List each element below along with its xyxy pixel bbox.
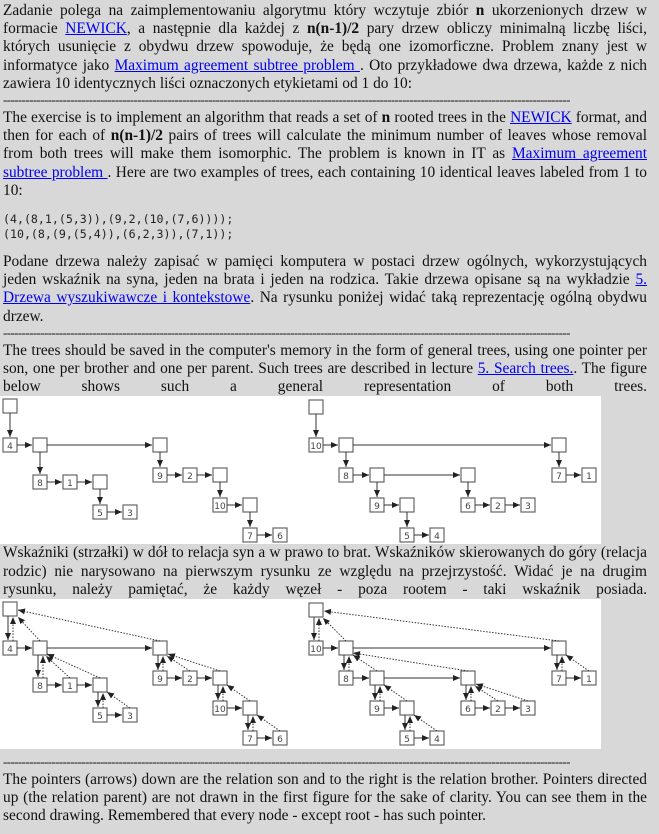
svg-text:6: 6: [465, 705, 471, 716]
svg-text:1: 1: [586, 472, 592, 483]
representation-polish: Podane drzewa należy zapisać w pamięci komputera w postaci drzew ogólnych, wykorzystujących jeden wskaźnik na syna, jeden na brata i jeden na rodzica. Takie drzewa opisane są na wykładzie 5. Drzewa wyszukiwawcze i kontekstowe. Na rysunku poniżej widać taką reprezentację ogólną obydwu drzew.: [3, 253, 648, 325]
lecture-link-pl[interactable]: 5. Drzewa wyszukiwawcze i kontekstowe: [3, 271, 647, 307]
svg-text:8: 8: [37, 682, 43, 693]
svg-text:10: 10: [214, 502, 226, 513]
svg-text:10: 10: [310, 442, 322, 453]
svg-text:9: 9: [157, 472, 163, 483]
svg-text:5: 5: [404, 532, 410, 543]
svg-text:9: 9: [374, 705, 380, 716]
svg-text:1: 1: [67, 682, 73, 693]
svg-text:10: 10: [310, 645, 322, 656]
svg-text:1: 1: [67, 479, 73, 490]
svg-text:4: 4: [7, 645, 13, 656]
svg-text:2: 2: [495, 502, 501, 513]
svg-text:8: 8: [343, 675, 349, 686]
newick-tree-2: (10,(8,(9,(5,4)),(6,2,3)),(7,1));: [3, 227, 234, 242]
svg-text:3: 3: [127, 509, 133, 520]
tree-1-diagram: [0, 396, 300, 544]
svg-text:6: 6: [277, 532, 283, 543]
mas-link[interactable]: Maximum agreement subtree problem: [114, 56, 360, 74]
svg-text:2: 2: [495, 705, 501, 716]
svg-text:3: 3: [525, 705, 531, 716]
lecture-link-en[interactable]: 5. Search trees.: [477, 360, 574, 378]
mas-link[interactable]: Maximum agreement subtree problem: [3, 145, 648, 181]
pairs-formula: n(n-1)/2: [306, 20, 360, 38]
svg-text:2: 2: [187, 472, 193, 483]
svg-text:7: 7: [556, 472, 562, 483]
svg-text:2: 2: [187, 675, 193, 686]
svg-text:1: 1: [586, 675, 592, 686]
n-bold: n: [475, 2, 485, 19]
svg-text:8: 8: [343, 472, 349, 483]
separator: --------------------------------------------------------------------------------------------------------------------------------------------------------: [3, 325, 570, 340]
intro-polish: Zadanie polega na zaimplementowaniu algorytmu który wczytuje zbiór n ukorzenionych drzew w formacie NEWICK, a następnie dla każdej z n(n-1)/2 pary drzew obliczy minimalną liczbę liści, których usunięcie z obydwu drzew spowoduje, że będą one izomorficzne. Problem znany jest w informatyce jako Maximum agreement subtree problem . Oto przykładowe dwa drzewa, każde z nich zawiera 10 identycznych liści oznaczonych etykietami od 1 do 10:: [3, 2, 648, 92]
svg-text:3: 3: [127, 712, 133, 723]
svg-text:9: 9: [157, 675, 163, 686]
tree-2-diagram: [300, 396, 601, 544]
svg-text:8: 8: [37, 479, 43, 490]
pointers-polish: Wskaźniki (strzałki) w dół to relacja syn a w prawo to brat. Wskaźników skierowanych do góry (relacja rodzic) nie narysowano na pierwszym rysunku ze względu na przejrzystość. Widać je na drugim rysunku, należy pamiętać, że każdy węzeł - poza rootem - taki wskaźnik posiada.: [3, 544, 647, 598]
separator: --------------------------------------------------------------------------------------------------------------------------------------------------------: [3, 93, 570, 108]
figure-parent-pointers: [0, 599, 647, 749]
svg-text:7: 7: [556, 675, 562, 686]
svg-text:7: 7: [247, 735, 253, 746]
n-bold: n: [381, 109, 391, 127]
pointers-english: The pointers (arrows) down are the relation son and to the right is the relation brother. Pointers directed up (the relation parent) are not drawn in the first figure for the sake of clarity. You can see them in the second drawing. Remembered that every node - except root - has such pointer.: [3, 771, 647, 825]
svg-text:4: 4: [434, 735, 440, 746]
svg-text:10: 10: [214, 705, 226, 716]
newick-link[interactable]: NEWICK: [510, 109, 572, 127]
svg-text:4: 4: [434, 532, 440, 543]
intro-english: The exercise is to implement an algorithm that reads a set of n rooted trees in the NEWICK format, and then for each of n(n-1)/2 pairs of trees will calculate the minimum number of leaves whose removal from both trees will make them isomorphic. The problem is known in IT as Maximum agreement subtree problem . Here are two examples of trees, each containing 10 identical leaves labeled from 1 to 10:: [3, 109, 648, 199]
representation-english: The trees should be saved in the computer's memory in the form of general trees, using one pointer per son, one per brother and one per parent. Such trees are described in lecture 5. Search trees.. The figure below shows such a general representation of both trees.: [3, 341, 647, 396]
tree-1-parent-diagram: [0, 599, 300, 749]
svg-text:7: 7: [247, 532, 253, 543]
figure-general-trees: [0, 396, 647, 544]
svg-text:5: 5: [97, 509, 103, 520]
svg-text:3: 3: [525, 502, 531, 513]
svg-text:6: 6: [277, 735, 283, 746]
newick-code-block: [3, 212, 647, 242]
newick-link[interactable]: NEWICK: [65, 20, 127, 38]
newick-tree-1: (4,(8,1,(5,3)),(9,2,(10,(7,6))));: [3, 212, 234, 227]
svg-text:5: 5: [97, 712, 103, 723]
svg-text:5: 5: [404, 735, 410, 746]
svg-text:6: 6: [465, 502, 471, 513]
separator: --------------------------------------------------------------------------------------------------------------------------------------------------------: [3, 755, 570, 770]
svg-text:9: 9: [374, 502, 380, 513]
svg-text:4: 4: [7, 442, 13, 453]
pairs-formula: n(n-1)/2: [110, 127, 163, 145]
tree-2-parent-diagram: [300, 599, 601, 749]
